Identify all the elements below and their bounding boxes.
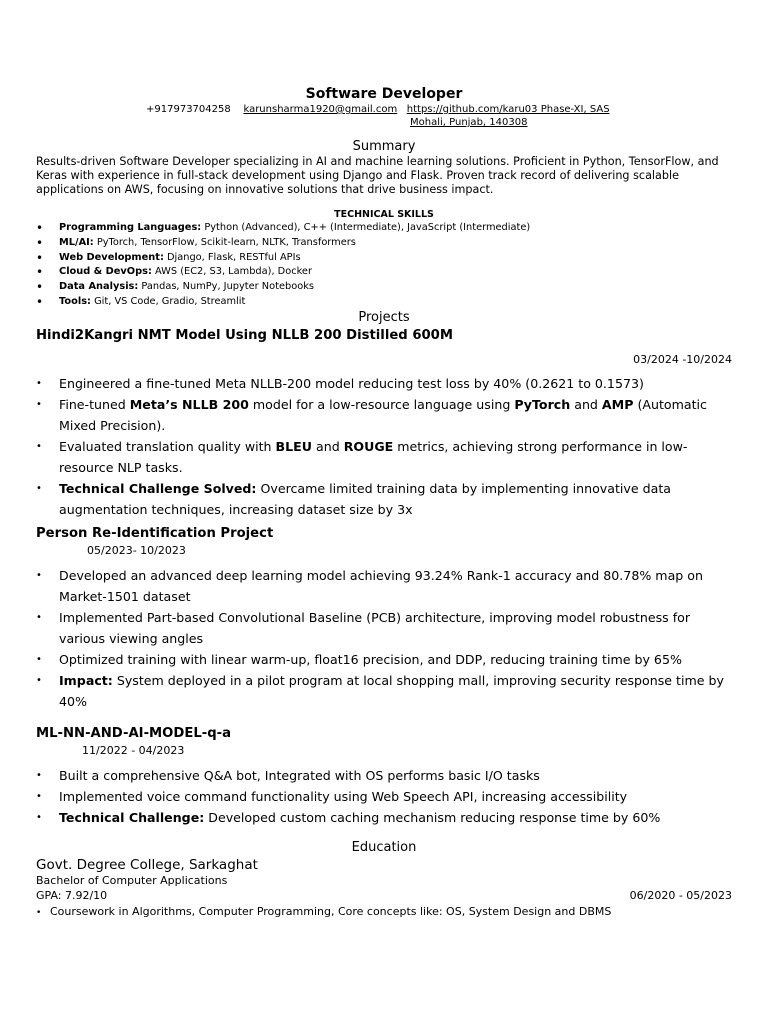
skill-value: Git, VS Code, Gradio, Streamlit — [90, 295, 246, 307]
list-item — [36, 373, 736, 394]
list-item — [36, 436, 736, 478]
bullet-bold: Impact: — [59, 673, 113, 688]
skill-value: Django, Flask, RESTful APIs — [163, 251, 301, 263]
bullet-text: Developed an advanced deep learning model achieving 93.24% Rank-1 accuracy and 80.78% map on Market-1501 dataset — [59, 568, 703, 604]
education-date: 06/2020 - 05/2023 — [629, 889, 732, 902]
project-date: 05/2023- 10/2023 — [87, 544, 186, 557]
coursework-text: Coursework in Algorithms, Computer Programming, Core concepts like: OS, System Design and DBMS — [50, 905, 612, 918]
bullet-text: Implemented voice command functionality using Web Speech API, increasing accessibility — [59, 789, 628, 804]
bullet-bold: AMP — [601, 397, 634, 412]
bullet-text: Implemented Part-based Convolutional Baseline (PCB) architecture, improving model robustness for various viewing angles — [59, 610, 691, 646]
bullet-bold: Technical Challenge: — [59, 810, 205, 825]
skills-list — [36, 221, 530, 310]
skill-item — [36, 295, 530, 310]
bullet-bold: Meta’s NLLB 200 — [129, 397, 249, 412]
bullet-text: model for a low-resource language using — [248, 397, 515, 412]
bullet-text: Built a comprehensive Q&A bot, Integrated with OS performs basic I/O tasks — [59, 768, 540, 783]
list-item — [36, 765, 736, 786]
degree-name: Bachelor of Computer Applications — [36, 874, 228, 887]
list-item — [36, 565, 736, 607]
project-bullets — [36, 765, 736, 828]
project-bullets — [36, 373, 736, 520]
coursework-item — [36, 905, 611, 918]
skill-item — [36, 251, 530, 266]
list-item — [36, 649, 736, 670]
bullet-text: Optimized training with linear warm-up, float16 precision, and DDP, reducing training time by 65% — [59, 652, 682, 667]
projects-heading: Projects — [358, 310, 410, 325]
bullet-text: Developed custom caching mechanism reducing response time by 60% — [204, 810, 661, 825]
education-heading: Education — [351, 840, 417, 855]
list-item — [36, 607, 736, 649]
bullet-mark: • — [36, 908, 42, 918]
skill-item — [36, 280, 530, 295]
project-title: Person Re-Identification Project — [36, 526, 274, 541]
contact-line — [146, 104, 610, 115]
college-name: Govt. Degree College, Sarkaghat — [36, 857, 258, 873]
github-link[interactable]: https://github.com/karu03 Phase-XI, SAS — [406, 104, 610, 115]
bullet-text: Overcame limited training data by implementing innovative data augmentation techniques, increasing dataset size by 3x — [59, 481, 671, 517]
bullet-text: and — [312, 439, 344, 454]
skill-label: Programming Languages: — [59, 222, 202, 233]
bullet-text: Engineered a fine-tuned Meta NLLB-200 model reducing test loss by 40% (0.2621 to 0.1573) — [59, 376, 644, 391]
skill-label: Data Analysis: — [59, 281, 139, 293]
summary-text: Results-driven Software Developer specializing in AI and machine learning solutions. Proficient in Python, TensorFlow, and Keras with experience in full-stack development using Django and Flask. Proven track record of delivering scalable applications on AWS, focusing on innovative solutions that drive business impact. — [36, 155, 719, 196]
bullet-text: metrics, achieving strong performance in low-resource NLP tasks. — [59, 439, 688, 475]
skill-value: Python (Advanced), C++ (Intermediate), JavaScript (Intermediate) — [201, 222, 531, 233]
summary-heading: Summary — [352, 139, 416, 154]
bullet-text: System deployed in a pilot program at local shopping mall, improving security response time by 40% — [59, 673, 724, 709]
skill-label: ML/AI: — [59, 236, 94, 248]
skill-item — [36, 265, 530, 280]
page-title: Software Developer — [305, 86, 463, 102]
bullet-bold: Technical Challenge Solved: — [59, 481, 257, 496]
skill-item — [36, 236, 530, 251]
bullet-text: Evaluated translation quality with — [59, 439, 276, 454]
project-date: 03/2024 -10/2024 — [633, 353, 732, 366]
phone-number: +917973704258 — [146, 104, 231, 115]
skills-heading: TECHNICAL SKILLS — [334, 209, 434, 220]
skill-label: Web Development: — [59, 251, 164, 263]
skill-label: Cloud & DevOps: — [59, 266, 152, 278]
skill-item — [36, 221, 530, 236]
bullet-bold: PyTorch — [514, 397, 571, 412]
email-link[interactable]: karunsharma1920@gmail.com — [243, 104, 398, 115]
location-text: Mohali, Punjab, 140308 — [410, 117, 528, 128]
bullet-text: and — [570, 397, 602, 412]
skill-value: PyTorch, TensorFlow, Scikit-learn, NLTK, Transformers — [93, 236, 356, 248]
project-date: 11/2022 - 04/2023 — [82, 744, 185, 757]
list-item — [36, 807, 736, 828]
list-item — [36, 394, 736, 436]
list-item — [36, 786, 736, 807]
bullet-text: (Automatic Mixed Precision). — [59, 397, 707, 433]
project-title: ML-NN-AND-AI-MODEL-q-a — [36, 726, 232, 741]
skill-label: Tools: — [59, 295, 91, 307]
bullet-bold: ROUGE — [343, 439, 394, 454]
list-item — [36, 478, 736, 520]
bullet-text: Fine-tuned — [59, 397, 130, 412]
skill-value: AWS (EC2, S3, Lambda), Docker — [151, 266, 312, 278]
project-title: Hindi2Kangri NMT Model Using NLLB 200 Distilled 600M — [36, 328, 453, 343]
skill-value: Pandas, NumPy, Jupyter Notebooks — [138, 281, 314, 293]
list-item — [36, 670, 736, 712]
bullet-bold: BLEU — [275, 439, 312, 454]
gpa-text: GPA: 7.92/10 — [36, 889, 108, 902]
project-bullets — [36, 565, 736, 712]
